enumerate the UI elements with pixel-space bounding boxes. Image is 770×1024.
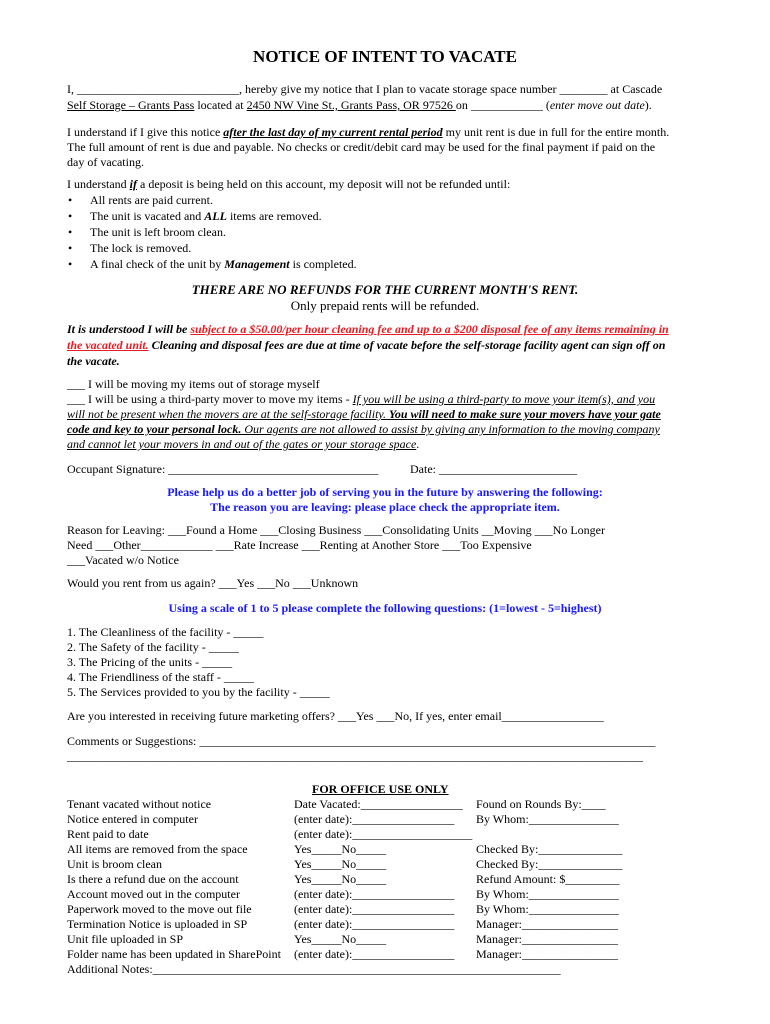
office-row-right[interactable]: By Whom:_______________ bbox=[476, 887, 619, 901]
office-row-label: Paperwork moved to the move out file bbox=[67, 902, 252, 916]
office-row-right[interactable]: Manager:________________ bbox=[476, 917, 618, 931]
rent-again-question[interactable]: Would you rent from us again? ___Yes ___No ___Unknown bbox=[67, 576, 359, 590]
rating-question[interactable]: 2. The Safety of the facility - _____ bbox=[67, 640, 239, 654]
located-at-text: located at bbox=[194, 98, 247, 112]
no-refunds-heading: THERE ARE NO REFUNDS FOR THE CURRENT MONTH'S RENT. bbox=[191, 282, 579, 297]
comments-field-line-2[interactable]: ________________________________________________________________________________________________ bbox=[67, 749, 643, 763]
list-item: • The unit is left broom clean. bbox=[67, 224, 357, 240]
office-row-label: Folder name has been updated in SharePoint bbox=[67, 947, 281, 961]
office-row-field[interactable]: Yes_____No_____ bbox=[294, 842, 387, 856]
office-row-field[interactable]: (enter date):____________________ bbox=[294, 827, 473, 841]
office-row-field[interactable]: Yes_____No_____ bbox=[294, 932, 387, 946]
rating-question[interactable]: 1. The Cleanliness of the facility - _____ bbox=[67, 625, 264, 639]
rating-question[interactable]: 5. The Services provided to you by the facility - _____ bbox=[67, 685, 330, 699]
facility-address: 2450 NW Vine St., Grants Pass, OR 97526 bbox=[246, 98, 456, 112]
reason-line-2[interactable]: Need ___Other____________ ___Rate Increase ___Renting at Another Store ___Too Expensive bbox=[67, 538, 532, 552]
list-item: • The unit is vacated and ALL items are removed. bbox=[67, 208, 357, 224]
survey-intro: Please help us do a better job of serving you in the future by answering the following: bbox=[167, 485, 603, 499]
rent-line-3: day of vacating. bbox=[67, 155, 144, 169]
intro-line-1: I, ___________________________, hereby give my notice that I plan to vacate storage space number ________ at Cascade bbox=[67, 82, 663, 96]
office-row-label: Notice entered in computer bbox=[67, 812, 198, 826]
vacated-unit-text: the vacated unit. bbox=[67, 338, 149, 352]
office-row-right[interactable]: Refund Amount: $_________ bbox=[476, 872, 620, 886]
intro-close: ). bbox=[644, 98, 652, 112]
deposit-intro bbox=[67, 177, 510, 192]
office-use-heading: FOR OFFICE USE ONLY bbox=[312, 782, 449, 796]
signature-date-field[interactable]: Date: _______________________ bbox=[410, 462, 577, 476]
office-row-label: Rent paid to date bbox=[67, 827, 149, 841]
cleaning-fee-text: subject to a $50.00/per hour cleaning fee and up to a $200 disposal fee of any items remaining in bbox=[190, 322, 669, 336]
comments-field[interactable]: Comments or Suggestions: ____________________________________________________________________________ bbox=[67, 734, 656, 748]
office-row-label: Account moved out in the computer bbox=[67, 887, 240, 901]
moving-line-5: and cannot let your movers in and out of the gates or your storage space. bbox=[67, 437, 420, 451]
office-row-label: Is there a refund due on the account bbox=[67, 872, 239, 886]
office-row-label: Unit is broom clean bbox=[67, 857, 162, 871]
rating-question[interactable]: 4. The Friendliness of the staff - _____ bbox=[67, 670, 254, 684]
office-row-right[interactable]: Checked By:______________ bbox=[476, 842, 623, 856]
rent-line-1a: I understand if I give this notice bbox=[67, 125, 224, 139]
survey-reason-instruction: The reason you are leaving: please place check the appropriate item. bbox=[210, 500, 560, 514]
move-out-date-blank: on ____________ ( bbox=[455, 98, 550, 112]
rent-line-2: The full amount of rent is due and payable. No checks or credit/debit card may be used for the final payment if paid on the bbox=[67, 140, 656, 154]
office-row-right[interactable]: Checked By:______________ bbox=[476, 857, 623, 871]
prepaid-refund-note: Only prepaid rents will be refunded. bbox=[290, 298, 480, 313]
list-item: • All rents are paid current. bbox=[67, 192, 357, 208]
office-row-right[interactable]: Found on Rounds By:____ bbox=[476, 797, 606, 811]
office-row-right[interactable]: Manager:________________ bbox=[476, 947, 618, 961]
rent-line-1c: my unit rent is due in full for the entire month. bbox=[442, 125, 670, 139]
rent-period-emphasis: after the last day of my current rental period bbox=[223, 125, 443, 139]
office-row-field[interactable]: Date Vacated:_________________ bbox=[294, 797, 463, 811]
office-row-label: Tenant vacated without notice bbox=[67, 797, 212, 811]
deposit-c: a deposit is being held on this account, my deposit will not be refunded until: bbox=[137, 177, 511, 191]
reason-line-3[interactable]: ___Vacated w/o Notice bbox=[67, 553, 179, 567]
list-item: • The lock is removed. bbox=[67, 240, 357, 256]
office-row-right[interactable]: Manager:________________ bbox=[476, 932, 618, 946]
rating-question[interactable]: 3. The Pricing of the units - _____ bbox=[67, 655, 233, 669]
office-row-field[interactable]: Yes_____No_____ bbox=[294, 857, 387, 871]
list-item: • A final check of the unit by Management is completed. bbox=[67, 256, 357, 272]
moving-thirdparty-option[interactable]: ___ I will be using a third-party mover to move my items - If you will be using a third-party to move your item(s), and you bbox=[67, 392, 656, 406]
moving-line-3: will not be present when the movers are at the self-storage facility. You will need to make sure your movers have your gate bbox=[67, 407, 661, 421]
page-title: NOTICE OF INTENT TO VACATE bbox=[253, 47, 517, 66]
office-row-field[interactable]: (enter date):_________________ bbox=[294, 902, 455, 916]
cleaning-a: It is understood I will be bbox=[67, 322, 191, 336]
cleaning-line-1 bbox=[67, 322, 669, 337]
cleaning-line-2 bbox=[67, 338, 665, 353]
office-row-label: Unit file uploaded in SP bbox=[67, 932, 183, 946]
deposit-conditions-list bbox=[67, 192, 357, 272]
facility-name: Self Storage – Grants Pass bbox=[67, 98, 195, 112]
move-out-date-hint: enter move out date bbox=[549, 98, 645, 112]
office-row-field[interactable]: (enter date):_________________ bbox=[294, 887, 455, 901]
office-row-field[interactable]: (enter date):_________________ bbox=[294, 917, 455, 931]
deposit-a: I understand bbox=[67, 177, 130, 191]
office-row-label: All items are removed from the space bbox=[67, 842, 248, 856]
rent-line-1 bbox=[67, 125, 669, 140]
office-row-field[interactable]: (enter date):_________________ bbox=[294, 812, 455, 826]
deposit-if: if bbox=[129, 177, 137, 191]
moving-self-option[interactable]: ___ I will be moving my items out of storage myself bbox=[67, 377, 320, 391]
office-row-field[interactable]: (enter date):_________________ bbox=[294, 947, 455, 961]
reason-line-1[interactable]: Reason for Leaving: ___Found a Home ___Closing Business ___Consolidating Units __Moving ___No Longer bbox=[67, 523, 605, 537]
office-row-label: Termination Notice is uploaded in SP bbox=[67, 917, 248, 931]
occupant-signature-field[interactable]: Occupant Signature: ___________________________________ bbox=[67, 462, 379, 476]
moving-line-4: code and key to your personal lock. Our agents are not allowed to assist by giving any information to the moving company bbox=[67, 422, 660, 436]
cleaning-d: Cleaning and disposal fees are due at time of vacate before the self-storage facility agent can sign off on bbox=[148, 338, 666, 352]
office-row-right[interactable]: By Whom:_______________ bbox=[476, 812, 619, 826]
additional-notes-field[interactable]: Additional Notes:____________________________________________________________________ bbox=[67, 962, 561, 976]
office-row-right[interactable]: By Whom:_______________ bbox=[476, 902, 619, 916]
rating-scale-instruction: Using a scale of 1 to 5 please complete the following questions: (1=lowest - 5=highest) bbox=[168, 601, 602, 615]
cleaning-line-3: the vacate. bbox=[67, 354, 120, 368]
marketing-offers-question[interactable]: Are you interested in receiving future marketing offers? ___Yes ___No, If yes, enter email_________________ bbox=[67, 709, 604, 723]
intro-line-2 bbox=[67, 98, 652, 113]
office-row-field[interactable]: Yes_____No_____ bbox=[294, 872, 387, 886]
